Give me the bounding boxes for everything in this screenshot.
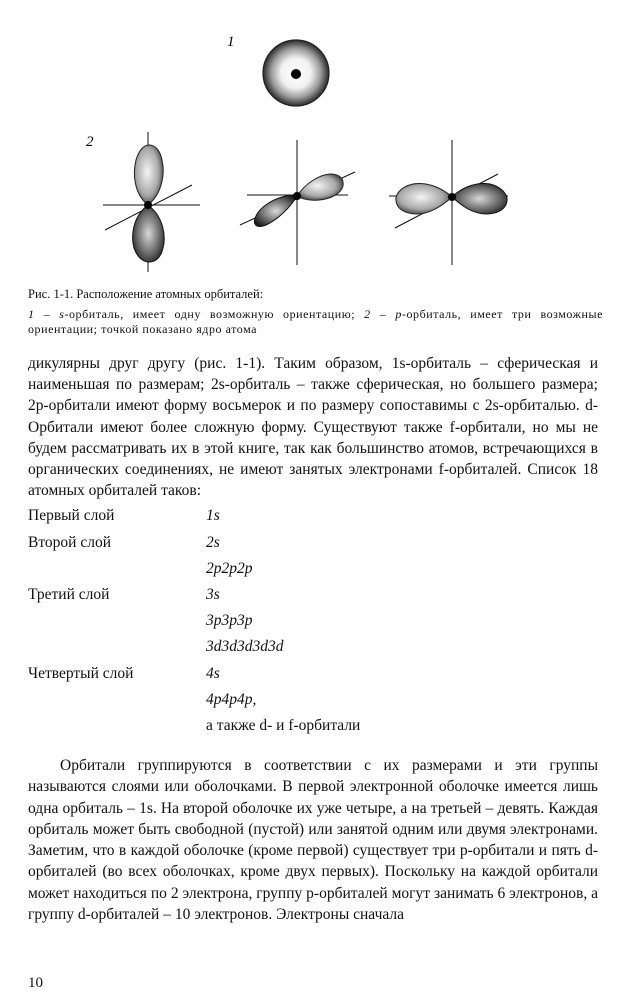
layer-orbitals: 3d3d3d3d3d [206,638,284,655]
p-orbital-horizontal-diagram [389,140,508,265]
legend-number-2: 2 [364,307,371,321]
p-orbital-vertical-diagram [103,132,200,272]
layer-orbitals: 2s [206,534,220,551]
s-orbital-diagram [263,40,329,106]
legend-number-1: 1 [28,307,35,321]
figure-label-1: 1 [227,34,235,50]
layer-orbitals: а также d- и f-орбитали [206,717,361,734]
layer-label: Второй слой [28,534,111,551]
layer-label: Третий слой [28,586,110,603]
legend-text-3: – [370,307,396,321]
figure-label-2: 2 [86,134,94,150]
figure-caption-title: Рис. 1-1. Расположение атомных орбиталей: [28,287,264,301]
legend-text-1: – [34,307,60,321]
layer-orbitals: 4p4p4p, [206,691,257,708]
legend-symbol-s: s [59,307,65,321]
legend-symbol-p: p [395,307,402,321]
legend-text-4: -орбиталь, имеет три возможные ориентации; точкой показано ядро атома [28,307,603,336]
layer-label: Первый слой [28,507,115,524]
p-orbital-diagonal-diagram [240,140,355,265]
layer-orbitals: 4s [206,665,220,682]
layer-orbitals: 3p3p3p [206,612,253,629]
body-paragraph-1: дикулярны друг другу (рис. 1-1). Таким образом, 1s-орбиталь – сферическая и наименьшая по размерам; 2s-орбиталь – также сферическая, но большего размера; 2p-орбитали имеют форму восьмерок и по размеру сопоставимы с 2s-орбиталью. d-Орбитали имеют более сложную форму. Существуют также f-орбитали, но мы не будем рассматривать их в этой книге, так как большинство атомов, встречающихся в органических соединениях, не имеют занятых электронами f-орбиталей. Список 18 атомных орбиталей таков: [28,355,598,500]
body-paragraph-2: Орбитали группируются в соответствии с их размерами и эти группы называются слоями или оболочками. В первой электронной оболочке имеется лишь одна орбиталь – 1s. На второй оболочке их уже четыре, а на третьей – девять. Каждая орбиталь может быть свободной (пустой) или занятой одним или двумя электронами. Заметим, что в каждой оболочке (кроме первой) существует три p-орбитали и пять d-орбиталей (во всех оболочках, кроме двух первых). Поскольку на каждой орбитали может находиться по 2 электрона, группу p-орбиталей могут занимать 6 электронов, а группу d-орбиталей – 10 электронов. Электроны сначала [28,757,598,924]
orbitals-figure [0,0,627,280]
layer-orbitals: 1s [206,507,220,524]
layer-label: Четвертый слой [28,665,134,682]
layer-orbitals: 3s [206,586,220,603]
s-orbital-nucleus [291,69,301,79]
page-number: 10 [28,975,43,991]
legend-text-2: -орбиталь, имеет одну возможную ориентацию; [64,307,365,321]
figure-caption-legend [28,307,603,337]
layer-orbitals: 2p2p2p [206,560,253,577]
